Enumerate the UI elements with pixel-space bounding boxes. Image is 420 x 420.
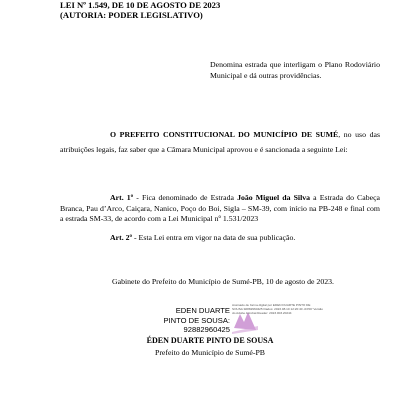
ementa: Denomina estrada que interligam o Plano Rodoviário Municipal e dá outras providências. [210, 60, 380, 80]
law-title: LEI Nº 1.549, DE 10 DE AGOSTO DE 2023 [60, 0, 221, 10]
digital-signature-name-line1: EDEN DUARTE [175, 306, 230, 315]
article-2 [60, 233, 380, 244]
preamble [60, 127, 380, 157]
article-2-label: Art. 2º [110, 233, 133, 242]
article-1-road-name: João Miguel da Silva [237, 193, 311, 202]
digital-signature-name-line2: PINTO DE SOUSA: [163, 315, 230, 325]
article-1-text-after: a Estrada do Cabeça Branca, Pau d’Arco, Caiçara, Nanico, Poço do Boi, Sigla – SM-39, com início na PB-248 e final com a estrada SM-33, de acordo com a Lei Municipal nº 1.531/2023 [60, 193, 380, 223]
closing-line: Gabinete do Prefeito do Município de Sumé-PB, 10 de agosto de 2023. [112, 277, 334, 286]
article-1-text-before: - Fica denominado de Estrada [133, 193, 238, 202]
article-2-text: - Esta Lei entra em vigor na data de sua publicação. [132, 233, 296, 242]
digital-signature-name [150, 306, 230, 335]
preamble-text: , no uso das atribuições legais, faz saber que a Câmara Municipal aprovou e é sancionada a seguinte Lei: [60, 130, 380, 154]
digital-signature-details: Assinado de forma digital por EDEN DUARTE PINTO DE SOUSA:92882960425 Dados: 2023.08.10 12:20:40 -03'00' Versão do Adobe Acrobat Reader: 2023.003.20244 [232, 303, 323, 315]
article-1 [60, 193, 380, 225]
digital-signature-name-line3: 92882960425 [183, 325, 230, 334]
signer-role: Prefeito do Município de Sumé-PB [154, 348, 265, 357]
law-authorship: (AUTORIA: PODER LEGISLATIVO) [60, 10, 203, 20]
signer-name: ÉDEN DUARTE PINTO DE SOUSA [146, 336, 274, 345]
article-1-label: Art. 1º [110, 193, 134, 202]
preamble-authority: O PREFEITO CONSTITUCIONAL DO MUNICÍPIO DE SUMÉ [110, 130, 339, 139]
